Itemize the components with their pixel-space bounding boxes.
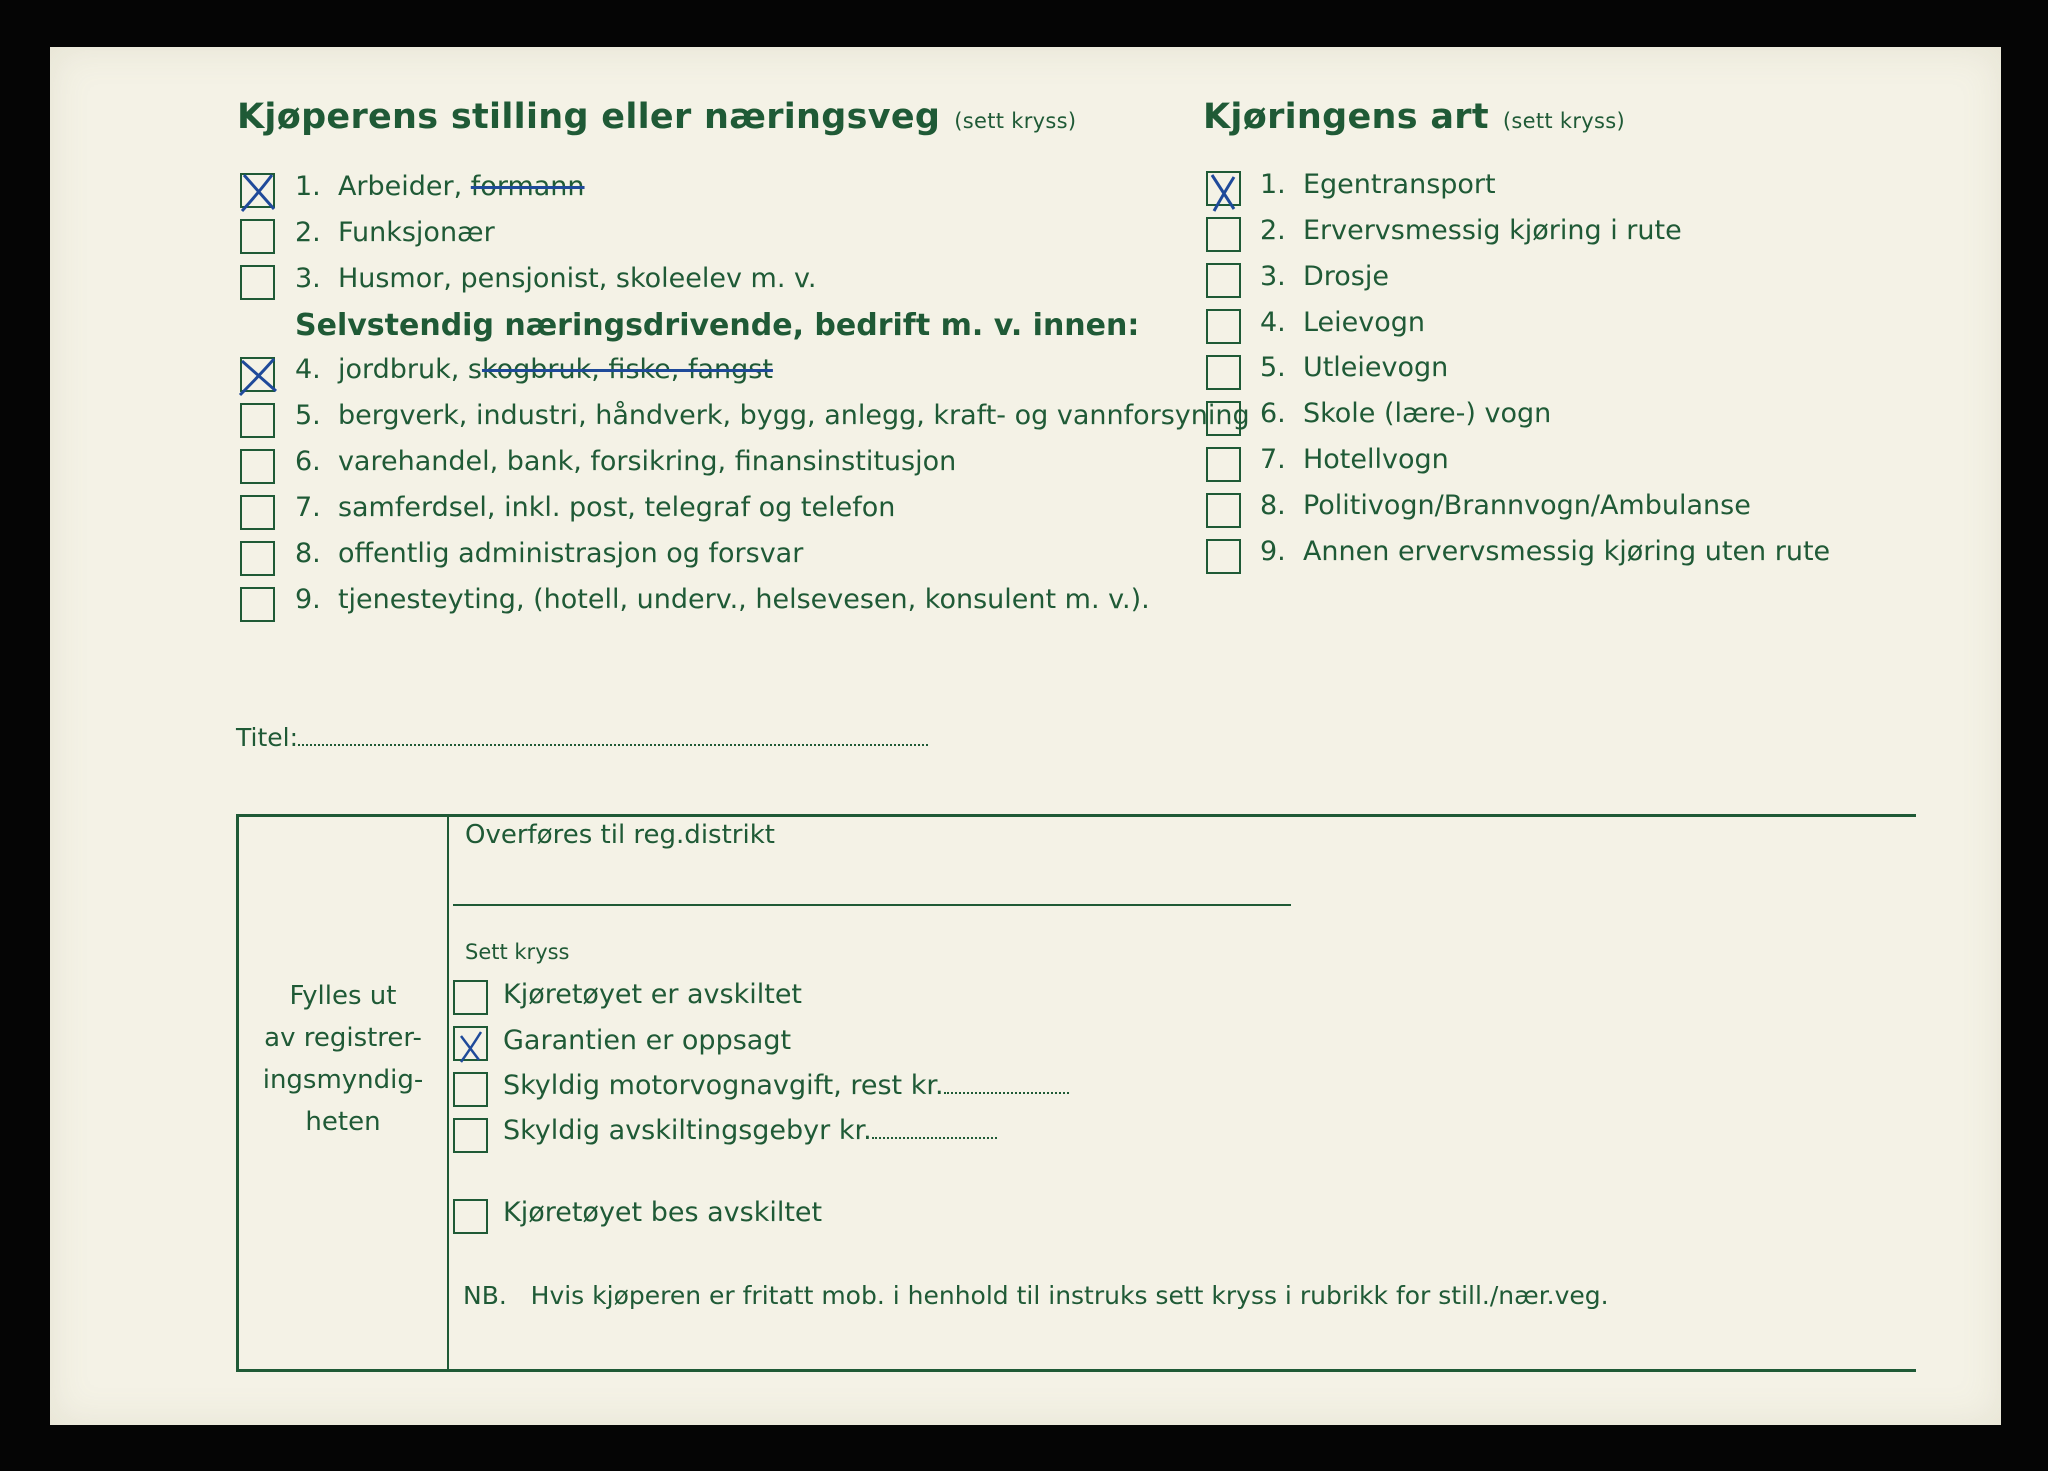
transfer-label: Overføres til reg.distrikt (465, 820, 775, 850)
right-item-9-num: 9. (1260, 536, 1286, 567)
right-item-7-text: Hotellvogn (1302, 444, 1449, 475)
right-heading-hint: (sett kryss) (1502, 109, 1625, 133)
right-checkbox-8[interactable] (1206, 493, 1241, 528)
titel-field[interactable] (236, 723, 928, 752)
right-item-2 (1260, 215, 1682, 246)
motorvognavgift-dotted-line[interactable] (944, 1074, 1069, 1094)
left-heading-title: Kjøperens stilling eller næringsveg (237, 97, 941, 137)
right-item-3-num: 3. (1260, 261, 1286, 292)
side-label-line-3: ingsmyndig- (262, 1065, 424, 1095)
right-item-5-text: Utleievogn (1302, 352, 1449, 383)
left-item-9-num: 9. (295, 584, 321, 615)
left-item-8 (295, 538, 803, 569)
side-label-line-2: av registrer- (264, 1023, 422, 1053)
right-item-1-num: 1. (1260, 169, 1286, 200)
left-item-8-num: 8. (295, 538, 321, 569)
left-item-1-num: 1. (295, 171, 321, 202)
right-item-8 (1260, 490, 1751, 521)
right-item-4 (1260, 307, 1425, 338)
left-item-8-text: offentlig administrasjon og forsvar (337, 538, 804, 569)
right-item-4-num: 4. (1260, 307, 1286, 338)
right-item-1 (1260, 169, 1496, 200)
left-item-9 (295, 584, 1150, 615)
left-item-5 (295, 400, 1250, 431)
registry-note: NB. Hvis kjøperen er fritatt mob. i henhold til instruks sett kryss i rubrikk for still./nær.veg. (463, 1281, 1609, 1310)
left-item-4-text: jordbruk, s (337, 354, 482, 385)
left-item-1-struck: formann (470, 171, 585, 202)
left-item-7-text: samferdsel, inkl. post, telegraf og telefon (337, 492, 896, 523)
right-item-3 (1260, 261, 1389, 292)
right-checkbox-1[interactable] (1206, 171, 1241, 206)
right-checkbox-2[interactable] (1206, 217, 1241, 252)
right-checkbox-7[interactable] (1206, 447, 1241, 482)
registry-top-border (236, 814, 1916, 817)
option-checkbox-avskiltet[interactable] (453, 980, 488, 1015)
right-item-4-text: Leievogn (1302, 307, 1425, 338)
left-item-2-text: Funksjonær (337, 217, 495, 248)
option-bes-avskiltet: Kjøretøyet bes avskiltet (503, 1197, 823, 1228)
option-checkbox-garantien[interactable] (453, 1026, 488, 1061)
left-item-7-num: 7. (295, 492, 321, 523)
left-item-3-num: 3. (295, 263, 321, 294)
left-item-1 (295, 171, 585, 202)
left-item-3-text: Husmor, pensjonist, skoleelev m. v. (337, 263, 817, 294)
right-item-9-text: Annen ervervsmessig kjøring uten rute (1302, 536, 1831, 567)
right-item-9 (1260, 536, 1830, 567)
option-checkbox-motorvognavgift[interactable] (453, 1072, 488, 1107)
titel-dotted-line (298, 726, 928, 746)
option-checkbox-bes-avskiltet[interactable] (453, 1199, 488, 1234)
left-item-5-text: bergverk, industri, håndverk, bygg, anlegg, kraft- og vannforsyning (337, 400, 1250, 431)
left-checkbox-3[interactable] (240, 265, 275, 300)
checkmark-x-icon (449, 1022, 495, 1068)
registry-bottom-border (236, 1369, 1916, 1372)
right-checkbox-4[interactable] (1206, 309, 1241, 344)
right-item-7 (1260, 444, 1449, 475)
left-checkbox-9[interactable] (240, 587, 275, 622)
left-item-1-text: Arbeider, (337, 171, 463, 202)
registry-side-label (239, 975, 447, 1143)
left-checkbox-2[interactable] (240, 219, 275, 254)
left-item-4 (295, 354, 773, 385)
option-garantien: Garantien er oppsagt (503, 1025, 792, 1056)
right-checkbox-5[interactable] (1206, 355, 1241, 390)
right-item-2-num: 2. (1260, 215, 1286, 246)
left-checkbox-8[interactable] (240, 541, 275, 576)
side-label-line-4: heten (305, 1107, 381, 1137)
right-item-1-text: Egentransport (1302, 169, 1496, 200)
checkmark-x-icon (236, 353, 282, 399)
avskiltingsgebyr-dotted-line[interactable] (872, 1119, 997, 1139)
right-item-5-num: 5. (1260, 352, 1286, 383)
left-checkbox-1[interactable] (240, 173, 275, 208)
left-item-2-num: 2. (295, 217, 321, 248)
option-checkbox-avskiltingsgebyr[interactable] (453, 1118, 488, 1153)
right-item-3-text: Drosje (1302, 261, 1389, 292)
right-item-5 (1260, 352, 1448, 383)
checkmark-x-icon (236, 169, 282, 215)
left-item-7 (295, 492, 895, 523)
left-item-6-num: 6. (295, 446, 321, 477)
right-checkbox-9[interactable] (1206, 539, 1241, 574)
left-checkbox-6[interactable] (240, 449, 275, 484)
sett-kryss-label: Sett kryss (465, 940, 570, 964)
left-item-6-text: varehandel, bank, forsikring, finansinstitusjon (337, 446, 957, 477)
form-card (50, 47, 2001, 1425)
right-item-6 (1260, 398, 1551, 429)
option-avskiltingsgebyr-text: Skyldig avskiltingsgebyr kr. (503, 1115, 872, 1146)
side-label-line-1: Fylles ut (289, 981, 397, 1011)
left-item-5-num: 5. (295, 400, 321, 431)
right-item-6-text: Skole (lære-) vogn (1302, 398, 1552, 429)
left-item-4-struck: kogbruk, fiske, fangst (481, 354, 773, 385)
self-employed-heading: Selvstendig næringsdrivende, bedrift m. v. innen: (295, 308, 1140, 343)
left-item-4-num: 4. (295, 354, 321, 385)
left-item-2 (295, 217, 495, 248)
transfer-underline[interactable] (453, 904, 1291, 906)
left-item-6 (295, 446, 956, 477)
right-checkbox-3[interactable] (1206, 263, 1241, 298)
right-item-2-text: Ervervsmessig kjøring i rute (1302, 215, 1682, 246)
option-avskiltet: Kjøretøyet er avskiltet (503, 979, 803, 1010)
right-checkbox-6[interactable] (1206, 401, 1241, 436)
left-checkbox-5[interactable] (240, 403, 275, 438)
right-item-6-num: 6. (1260, 398, 1286, 429)
right-item-8-text: Politivogn/Brannvogn/Ambulanse (1302, 490, 1751, 521)
checkmark-x-icon (1202, 167, 1248, 213)
left-heading (237, 97, 1076, 137)
left-item-9-text: tjenesteyting, (hotell, underv., helsevesen, konsulent m. v.). (337, 584, 1150, 615)
right-item-8-num: 8. (1260, 490, 1286, 521)
registry-divider (447, 814, 449, 1369)
right-heading (1203, 97, 1625, 137)
option-motorvognavgift (503, 1070, 1069, 1101)
right-item-7-num: 7. (1260, 444, 1286, 475)
left-heading-hint: (sett kryss) (954, 109, 1077, 133)
left-checkbox-4[interactable] (240, 357, 275, 392)
left-checkbox-7[interactable] (240, 495, 275, 530)
titel-label: Titel: (236, 723, 298, 752)
right-heading-title: Kjøringens art (1203, 97, 1489, 137)
option-avskiltingsgebyr (503, 1115, 997, 1146)
option-motorvognavgift-text: Skyldig motorvognavgift, rest kr. (503, 1070, 944, 1101)
left-item-3 (295, 263, 816, 294)
